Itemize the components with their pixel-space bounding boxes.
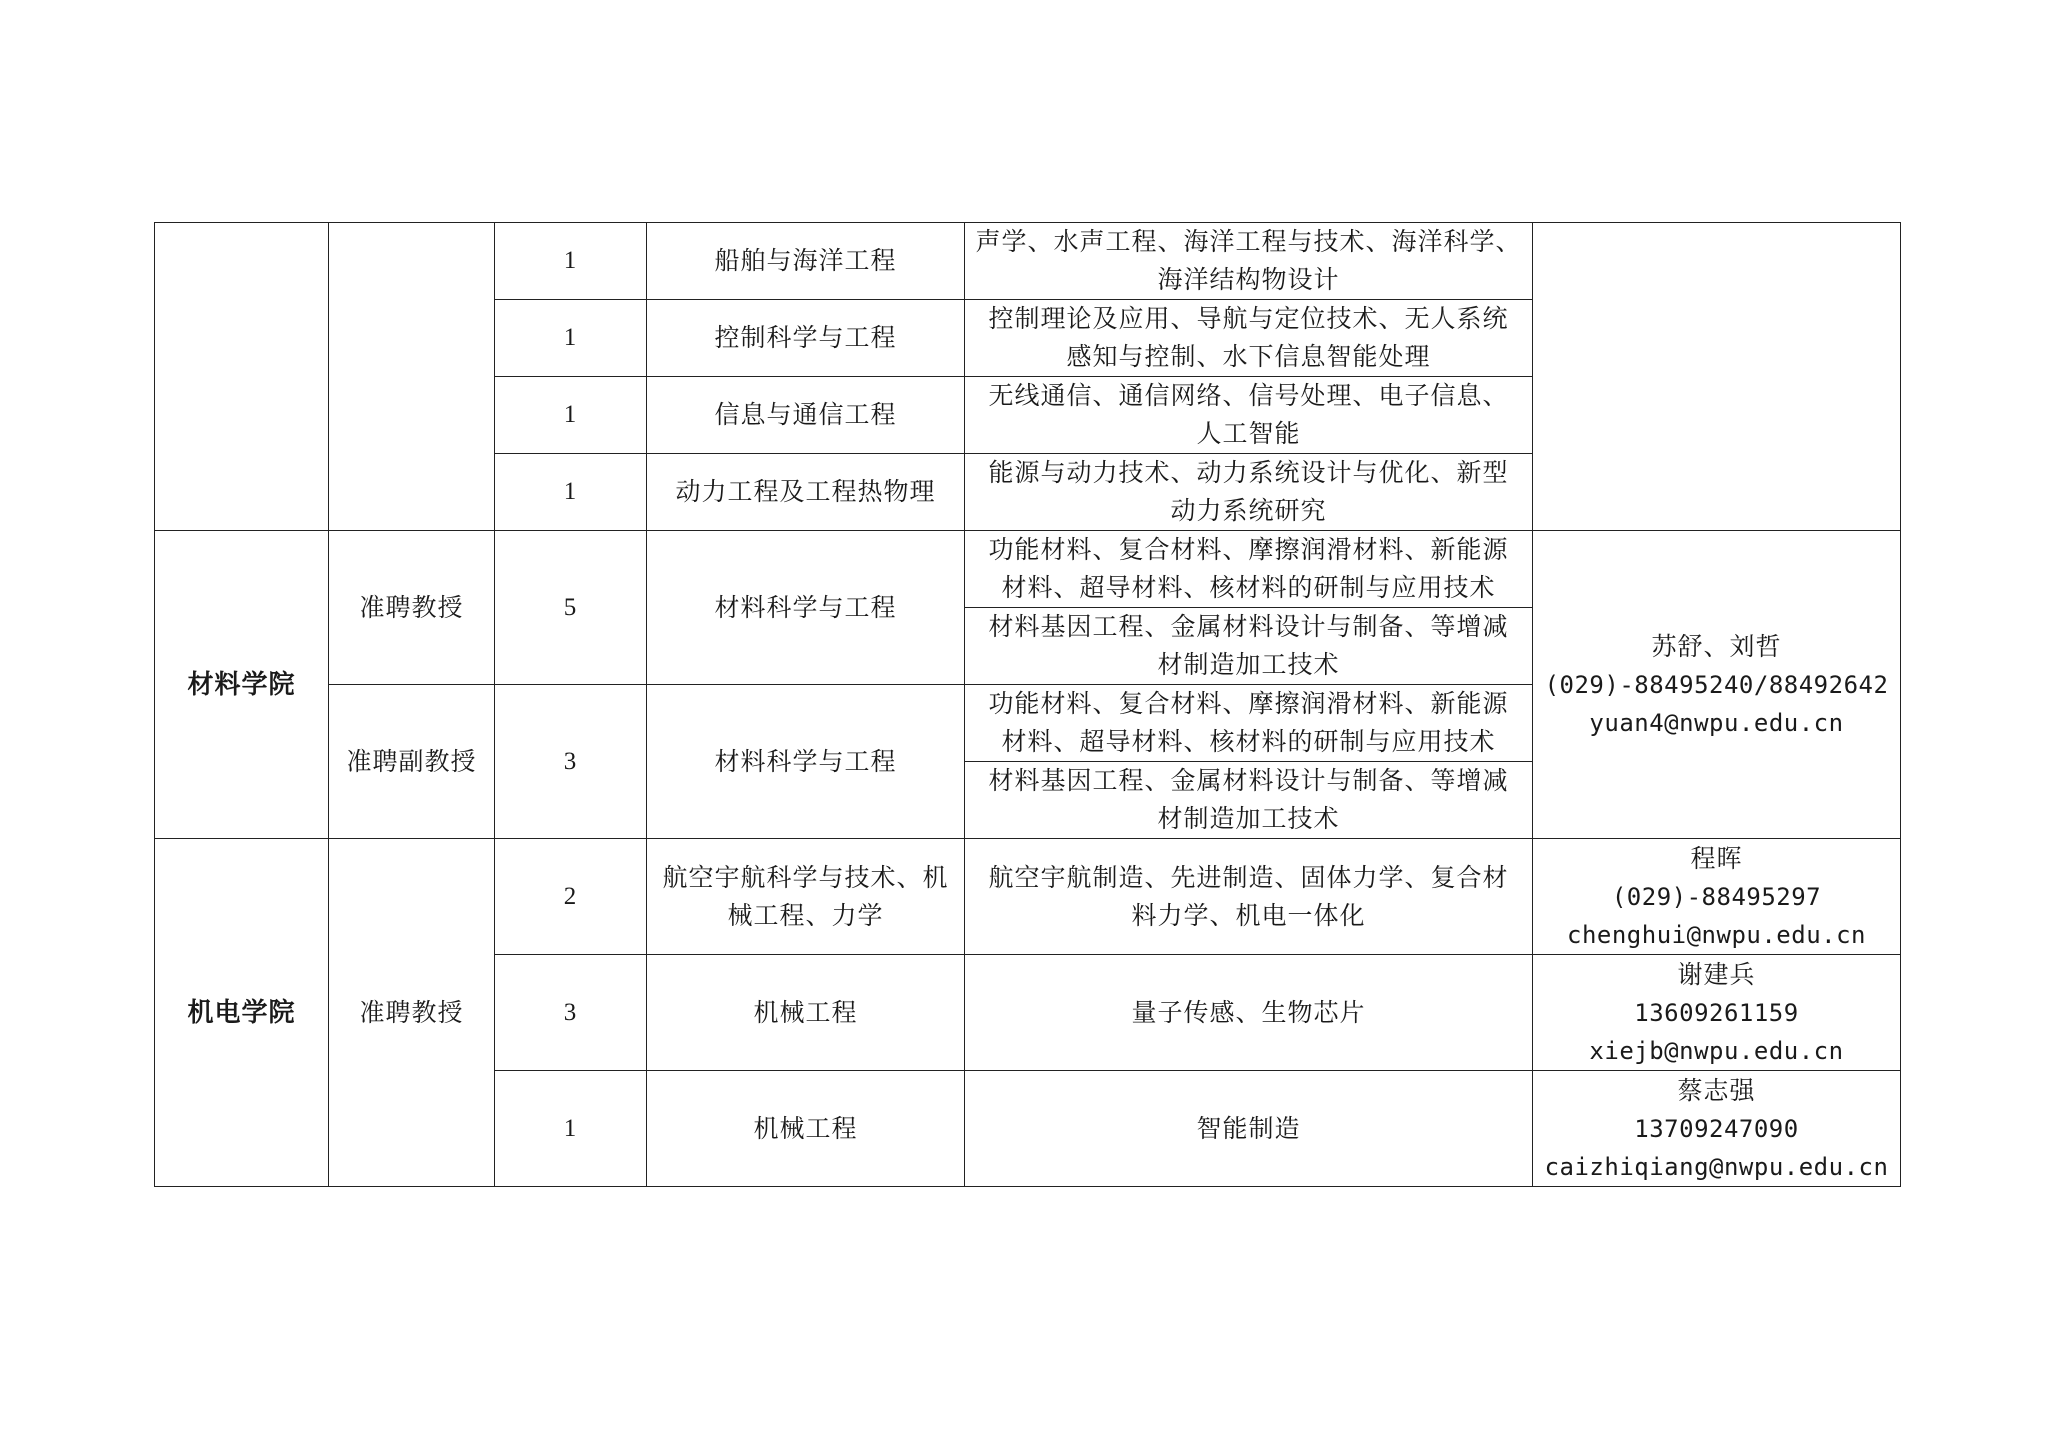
discipline-line: 械工程、力学 [727,900,884,930]
contact-cell [1533,1071,1901,1187]
contact-email[interactable]: caizhiqiang@nwpu.edu.cn [1544,1152,1889,1181]
direction-cell [965,223,1533,300]
direction-cell [965,377,1533,454]
contact-email[interactable]: yuan4@nwpu.edu.cn [1589,708,1844,737]
contact-phone: (029)-88495240/88492642 [1544,670,1889,699]
contact-email[interactable]: chenghui@nwpu.edu.cn [1567,920,1866,949]
table-row [155,223,1901,300]
discipline-cell: 机械工程 [647,1071,965,1187]
direction-cell [965,531,1533,608]
direction-cell [965,608,1533,685]
contact-cell-continued [1533,223,1901,531]
contact-cell [1533,531,1901,839]
position-cell-continued [329,223,495,531]
direction-line: 海洋结构物设计 [1157,265,1340,294]
direction-cell [965,685,1533,762]
count-cell: 1 [495,300,647,377]
discipline-cell: 信息与通信工程 [647,377,965,454]
direction-cell [965,839,1533,955]
count-cell: 1 [495,1071,647,1187]
contact-name: 苏舒、刘哲 [1651,631,1782,661]
contact-name: 程晖 [1690,843,1743,873]
count-cell: 3 [495,955,647,1071]
direction-line: 材制造加工技术 [1157,804,1340,833]
contact-phone: 13709247090 [1634,1114,1799,1143]
contact-name: 谢建兵 [1677,959,1756,989]
college-name: 材料学院 [155,531,329,839]
count-cell: 1 [495,223,647,300]
position-title: 准聘教授 [329,531,495,685]
direction-line: 声学、水声工程、海洋工程与技术、海洋科学、 [975,227,1522,256]
direction-cell: 智能制造 [965,1071,1533,1187]
table-row [155,839,1901,955]
discipline-cell [647,839,965,955]
discipline-cell: 机械工程 [647,955,965,1071]
count-cell: 1 [495,454,647,531]
direction-cell [965,762,1533,839]
contact-cell [1533,955,1901,1071]
direction-line: 功能材料、复合材料、摩擦润滑材料、新能源 [988,535,1509,564]
position-title: 准聘副教授 [329,685,495,839]
direction-line: 材料基因工程、金属材料设计与制备、等增减 [988,612,1509,641]
direction-line: 动力系统研究 [1170,496,1327,525]
count-cell: 3 [495,685,647,839]
direction-line: 感知与控制、水下信息智能处理 [1066,342,1431,371]
discipline-cell: 材料科学与工程 [647,685,965,839]
direction-line: 无线通信、通信网络、信号处理、电子信息、 [988,381,1509,410]
direction-line: 材料、超导材料、核材料的研制与应用技术 [1001,573,1496,602]
direction-line: 材制造加工技术 [1157,650,1340,679]
contact-name: 蔡志强 [1677,1075,1756,1105]
recruitment-table [154,222,1901,1187]
count-cell: 1 [495,377,647,454]
discipline-cell: 材料科学与工程 [647,531,965,685]
discipline-cell: 船舶与海洋工程 [647,223,965,300]
direction-line: 材料、超导材料、核材料的研制与应用技术 [1001,727,1496,756]
count-cell: 2 [495,839,647,955]
count-cell: 5 [495,531,647,685]
contact-phone: (029)-88495297 [1611,882,1822,911]
direction-line: 航空宇航制造、先进制造、固体力学、复合材 [988,862,1509,892]
direction-line: 人工智能 [1196,419,1301,448]
position-title: 准聘教授 [329,839,495,1187]
direction-line: 功能材料、复合材料、摩擦润滑材料、新能源 [988,689,1509,718]
contact-phone: 13609261159 [1634,998,1799,1027]
contact-cell [1533,839,1901,955]
college-cell-continued [155,223,329,531]
discipline-cell: 动力工程及工程热物理 [647,454,965,531]
direction-cell [965,454,1533,531]
direction-cell: 量子传感、生物芯片 [965,955,1533,1071]
college-name: 机电学院 [155,839,329,1187]
contact-email[interactable]: xiejb@nwpu.edu.cn [1589,1036,1844,1065]
discipline-cell: 控制科学与工程 [647,300,965,377]
direction-cell [965,300,1533,377]
direction-line: 控制理论及应用、导航与定位技术、无人系统 [988,304,1509,333]
direction-line: 料力学、机电一体化 [1131,900,1366,930]
direction-line: 材料基因工程、金属材料设计与制备、等增减 [988,766,1509,795]
table-row [155,531,1901,608]
direction-line: 能源与动力技术、动力系统设计与优化、新型 [988,458,1509,487]
discipline-line: 航空宇航科学与技术、机 [662,862,949,892]
